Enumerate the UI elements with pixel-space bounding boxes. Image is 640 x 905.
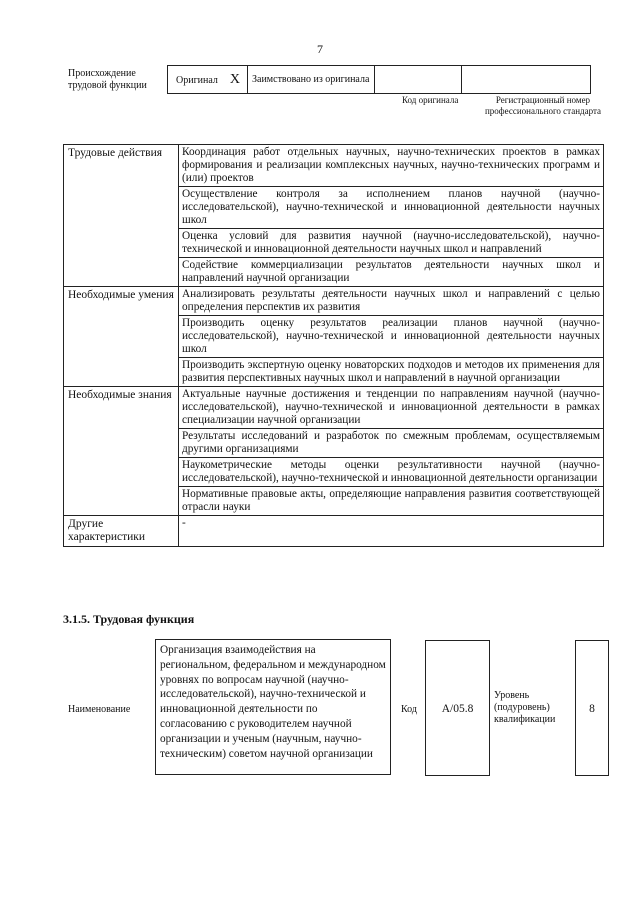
origin-original-label: Оригинал [176, 74, 218, 86]
row-label-knowledge: Необходимые знания [64, 387, 179, 516]
origin-reg-cell [462, 66, 591, 94]
code-value: А/05.8 [425, 640, 490, 776]
table-cell: Производить оценку результатов реализации планов научной (научно-исследовательской), научно-технической и инновационной деятельности научных школ [179, 316, 604, 358]
level-value: 8 [575, 640, 609, 776]
origin-label: Происхождение трудовой функции [68, 68, 147, 91]
table-cell: Оценка условий для развития научной (научно-исследовательской), научно-технической и инновационной деятельности научных школ и направлений [179, 229, 604, 258]
table-cell: - [179, 516, 604, 547]
row-label-other: Другие характеристики [64, 516, 179, 547]
code-label: Код [401, 704, 417, 715]
reg-caption: Регистрационный номер профессионального стандарта [484, 95, 602, 116]
name-label: Наименование [68, 704, 131, 715]
origin-original-cell [168, 66, 248, 94]
row-label-actions: Трудовые действия [64, 145, 179, 287]
table-cell: Осуществление контроля за исполнением планов научной (научно-исследовательской), научно-технической и инновационной деятельности научных школ [179, 187, 604, 229]
table-cell: Производить экспертную оценку новаторских подходов и методов их применения для развития перспективных научных школ и направлений в научной организации [179, 358, 604, 387]
table-cell: Координация работ отдельных научных, научно-технических проектов в рамках формирования и реализации комплексных научных, научно-технических программ и (или) проектов [179, 145, 604, 187]
table-cell: Анализировать результаты деятельности научных школ и направлений с целью определения перспектив их развития [179, 287, 604, 316]
table-cell: Нормативные правовые акты, определяющие направления развития соответствующей отрасли науки [179, 487, 604, 516]
row-label-skills: Необходимые умения [64, 287, 179, 387]
name-value: Организация взаимодействия на региональном, федеральном и международном уровнях по вопросам научной (научно-исследовательской), научно-технической и инновационной деятельности по согласованию с руководителем научной организации и ученым (научным, научно-техническим) советом научной организации [155, 639, 391, 775]
origin-original-mark: X [229, 71, 241, 87]
origin-borrowed-cell: Заимствовано из оригинала [248, 66, 375, 94]
function-table [63, 144, 604, 547]
table-row [64, 387, 604, 429]
table-row [64, 145, 604, 187]
level-label: Уровень (подуровень) квалификации [494, 690, 556, 725]
origin-code-cell [375, 66, 462, 94]
section-title: 3.1.5. Трудовая функция [63, 612, 195, 626]
table-cell: Содействие коммерциализации результатов деятельности научных школ и направлений научной организации [179, 258, 604, 287]
table-row [64, 287, 604, 316]
table-cell: Наукометрические методы оценки результативности научной (научно-исследовательской), научно-технической и инновационной деятельности организации [179, 458, 604, 487]
origin-table [167, 65, 591, 94]
page-number: 7 [317, 42, 323, 56]
table-cell: Актуальные научные достижения и тенденции по направлениям научной (научно-исследовательской), научно-технической и инновационной деятельности в рамках специализации научной организации [179, 387, 604, 429]
table-cell: Результаты исследований и разработок по смежным проблемам, осуществляемым другими организациями [179, 429, 604, 458]
table-row [64, 516, 604, 547]
code-caption: Код оригинала [402, 95, 459, 105]
